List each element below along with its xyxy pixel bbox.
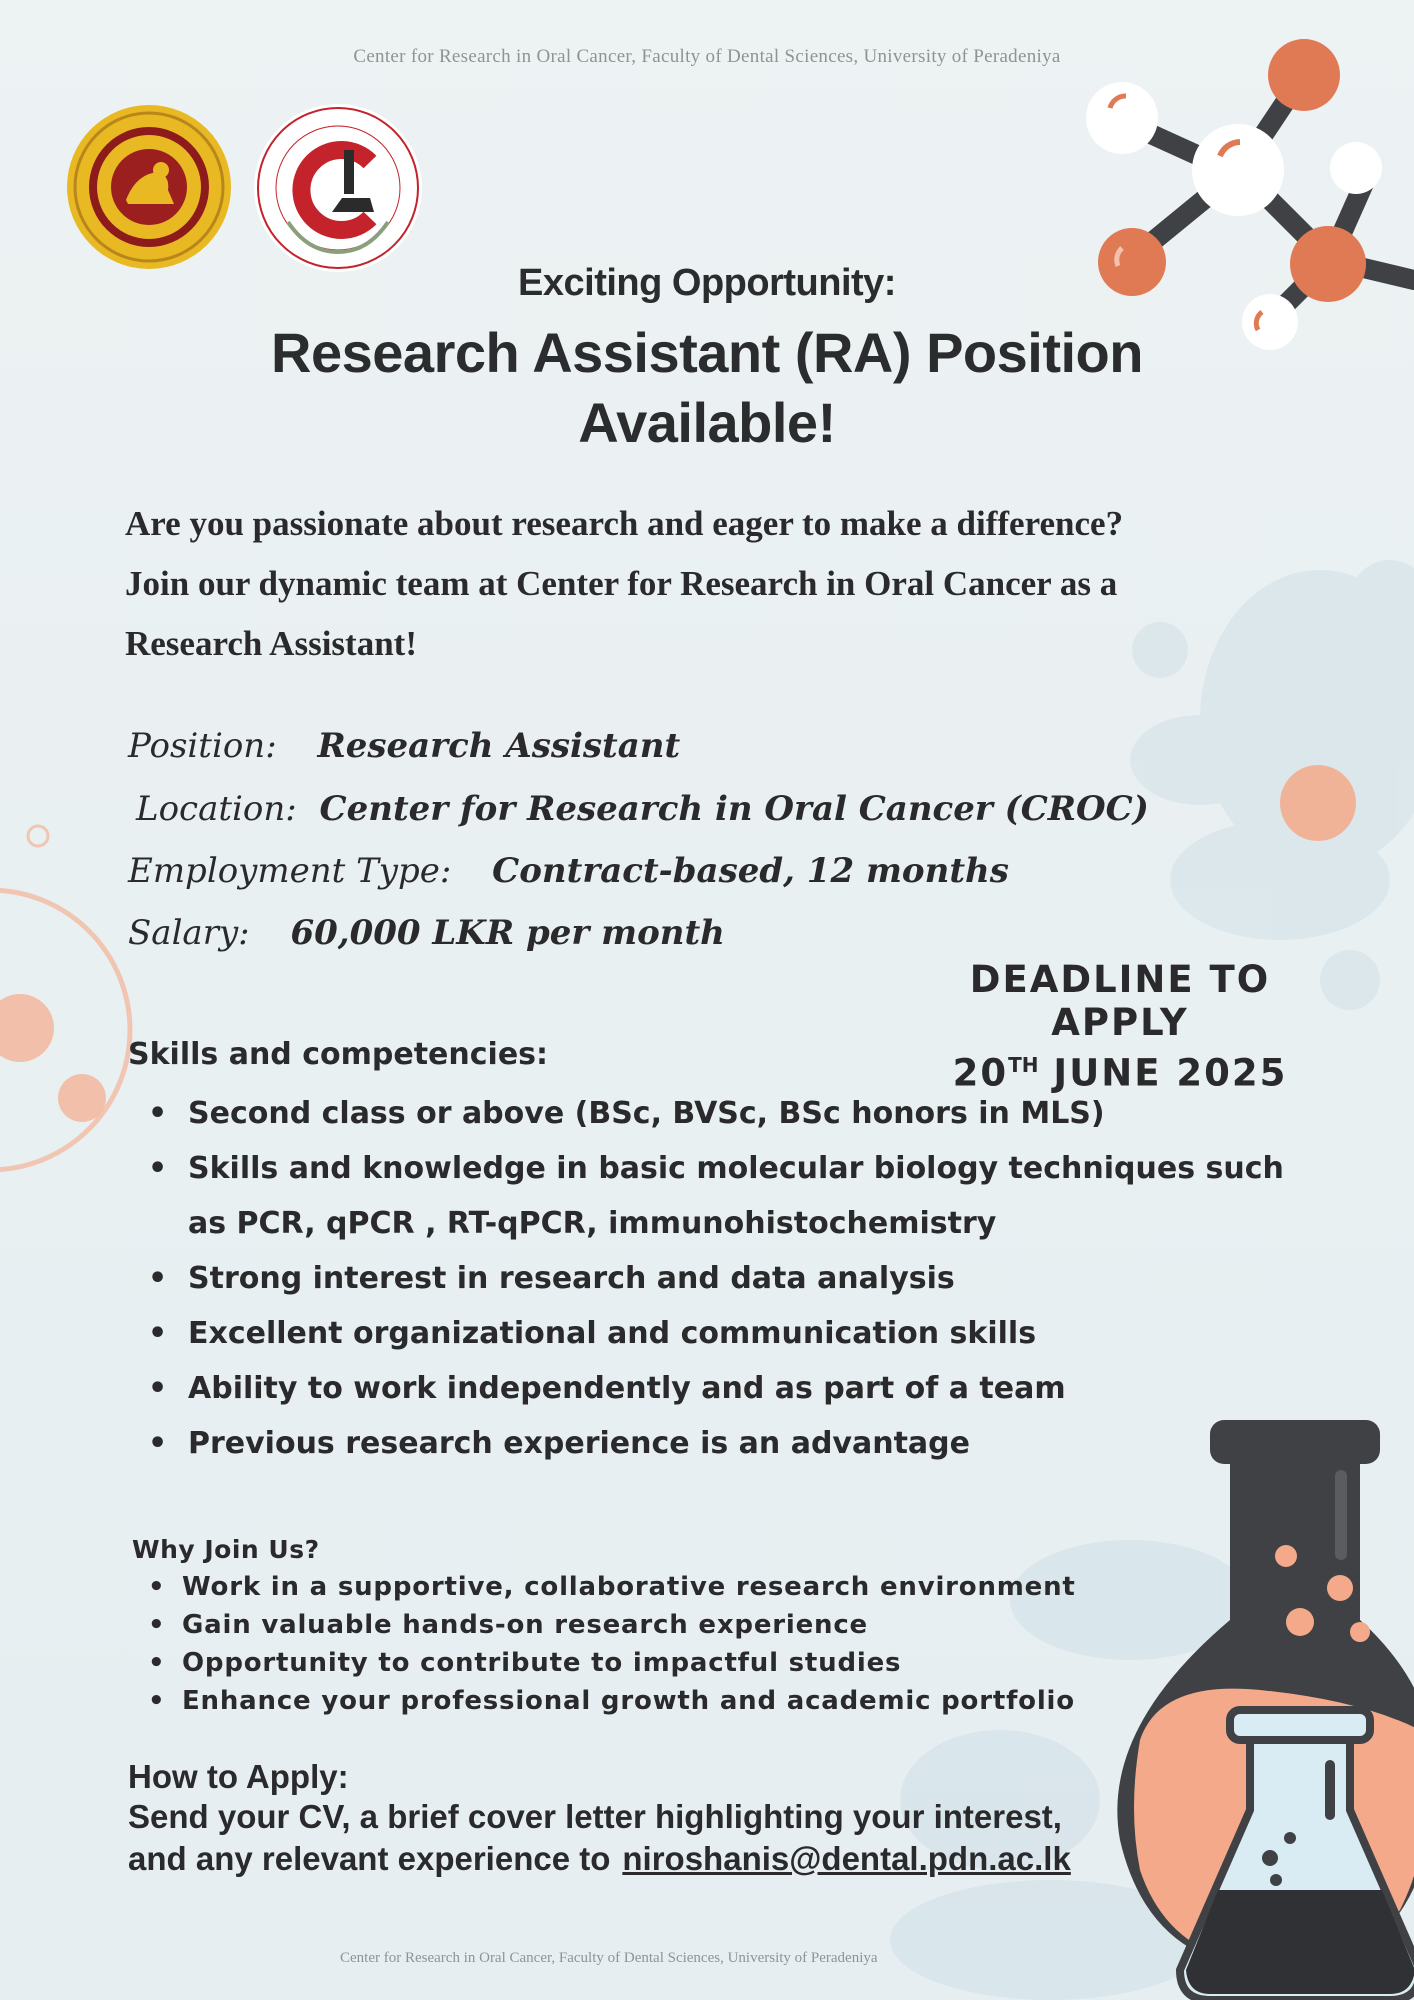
salary-label: Salary: <box>128 913 250 953</box>
footer-organization: Center for Research in Oral Cancer, Faculty of Dental Sciences, University of Peradeniya <box>340 1950 878 1966</box>
employment-label: Employment Type: <box>128 851 452 891</box>
detail-salary <box>128 913 725 953</box>
deadline-line-1: DEADLINE TO APPLY <box>969 958 1271 1044</box>
list-item: • Opportunity to contribute to impactful studies <box>148 1644 1076 1682</box>
title-line-2: Research Assistant (RA) Position <box>271 321 1143 384</box>
list-item: • Ability to work independently and as part of a team <box>148 1361 1298 1416</box>
employment-value: Contract-based, 12 months <box>492 851 1009 891</box>
location-label: Location: <box>136 789 297 829</box>
peach-dot <box>1280 765 1356 841</box>
university-seal-logo <box>66 104 232 270</box>
position-value: Research Assistant <box>317 726 681 766</box>
salary-value: 60,000 LKR per month <box>290 913 725 953</box>
header-organization: Center for Research in Oral Cancer, Faculty of Dental Sciences, University of Peradeniya <box>353 46 1061 67</box>
title-line-1: Exciting Opportunity: <box>518 262 896 304</box>
deadline-notice <box>900 958 1340 1094</box>
croc-emblem-logo <box>252 102 424 274</box>
location-value: Center for Research in Oral Cancer (CROC) <box>319 789 1149 829</box>
why-list <box>148 1568 1076 1720</box>
title-main <box>0 318 1414 458</box>
skills-list <box>148 1086 1298 1471</box>
apply-line-2 <box>128 1840 1071 1878</box>
list-item: • Strong interest in research and data analysis <box>148 1251 1298 1306</box>
intro-paragraph <box>125 494 1325 674</box>
list-item: • Previous research experience is an advantage <box>148 1416 1298 1471</box>
apply-line-1: Send your CV, a brief cover letter highlighting your interest, <box>128 1798 1062 1835</box>
apply-line-2-text: and any relevant experience to <box>128 1840 611 1877</box>
flask-icon <box>1100 1410 1414 2000</box>
skills-heading: Skills and competencies: <box>128 1037 549 1072</box>
contact-email-link[interactable]: niroshanis@dental.pdn.ac.lk <box>622 1840 1071 1877</box>
deadline-day: 20 <box>952 1051 1009 1095</box>
why-heading: Why Join Us? <box>132 1535 320 1564</box>
title-line-3: Available! <box>578 391 836 454</box>
deadline-suffix: TH <box>1008 1053 1039 1077</box>
detail-location <box>136 789 1149 829</box>
list-item: • Gain valuable hands-on research experience <box>148 1606 1076 1644</box>
deadline-month-year: JUNE 2025 <box>1053 1051 1288 1095</box>
intro-line-3: Research Assistant! <box>125 624 417 663</box>
list-item: • Skills and knowledge in basic molecular biology techniques such as PCR, qPCR , RT-qPCR, immunohistochemistry <box>148 1141 1298 1251</box>
list-item: • Excellent organizational and communication skills <box>148 1306 1298 1361</box>
list-item: • Second class or above (BSc, BVSc, BSc honors in MLS) <box>148 1086 1298 1141</box>
position-label: Position: <box>128 726 277 766</box>
detail-employment <box>128 851 1009 891</box>
list-item: • Work in a supportive, collaborative research environment <box>148 1568 1076 1606</box>
apply-heading: How to Apply: <box>128 1758 349 1795</box>
list-item: • Enhance your professional growth and academic portfolio <box>148 1682 1076 1720</box>
intro-line-2: Join our dynamic team at Center for Research in Oral Cancer as a <box>125 564 1118 603</box>
detail-position <box>128 726 680 766</box>
intro-line-1: Are you passionate about research and eager to make a difference? <box>125 504 1124 543</box>
